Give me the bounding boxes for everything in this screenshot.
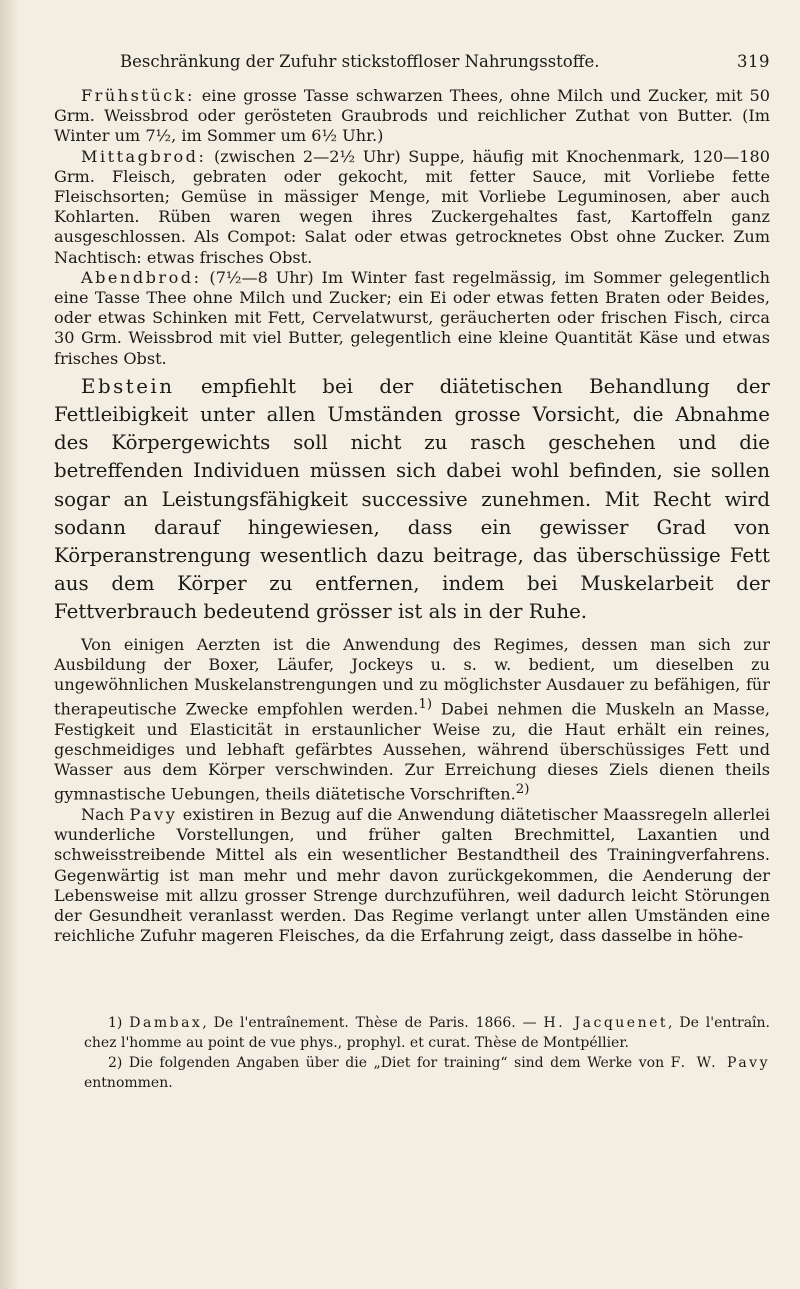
- ebstein-paragraph: [54, 373, 770, 627]
- page-binding-shadow: [0, 0, 20, 1289]
- footnote-1-author-2: H. Jacquenet: [543, 1015, 669, 1031]
- footnote-ref-1[interactable]: 1): [418, 697, 433, 713]
- footnote-2: [84, 1053, 770, 1093]
- breakfast-text: eine grosse Tasse schwarzen Thees, ohne Milch und Zucker, mit 50 Grm. Weissbrod oder gerösteten Graubrods und reichlicher Zuthat von Butter. (Im Winter um 7½, im Sommer um 6½ Uhr.): [54, 86, 770, 146]
- dinner-paragraph: [54, 268, 770, 369]
- dinner-text: (7½—8 Uhr) Im Winter fast regelmässig, im Sommer gelegentlich eine Tasse Thee ohne Milch und Zucker; ein Ei oder etwas fetten Braten oder Beides, oder etwas Schinken mit Fett, Cervelatwurst, geräucherten oder frischen Fisch, circa 30 Grm. Weissbrod mit viel Butter, gelegentlich eine kleine Quantität Käse und etwas frisches Obst.: [54, 267, 770, 368]
- dinner-label: Abendbrod:: [81, 267, 202, 287]
- footnote-1-text-2: , De l'entraîn. chez l'homme au point de vue phys., prophyl. et curat. Thèse de Montpéllier.: [84, 1015, 770, 1051]
- footnote-1-text: , De l'entraînement. Thèse de Paris. 1866. —: [202, 1015, 544, 1031]
- training-section: [54, 635, 770, 947]
- pavy-name: Pavy: [129, 805, 178, 825]
- lunch-paragraph: [54, 147, 770, 268]
- training-text-2-pre: Nach: [81, 805, 130, 825]
- page-header: [120, 52, 770, 82]
- footnote-1-number: 1): [108, 1015, 123, 1031]
- footnote-2-text: Die folgenden Angaben über die „Diet for training“ sind dem Werke von: [122, 1055, 671, 1071]
- footnote-1: [84, 1013, 770, 1053]
- ebstein-name: Ebstein: [81, 374, 175, 398]
- lunch-label: Mittagbrod:: [81, 146, 207, 166]
- training-text-2: existiren in Bezug auf die Anwendung diätetischer Maassregeln allerlei wunderliche Vorstellungen, und früher galten Brechmittel, Laxantien und schweisstreibende Mittel als ein wesentlicher Bestandtheil des Trainingverfahrens. Gegenwärtig ist man mehr und mehr davon zurückgekommen, die Aenderung der Lebensweise mit allzu grosser Strenge durchzuführen, weil dadurch leicht Störungen der Gesundheit veranlasst werden. Das Regime verlangt unter allen Umständen eine reichliche Zufuhr mageren Fleisches, da die Erfahrung zeigt, dass dasselbe in höhe-: [54, 805, 770, 946]
- training-text-1-cont: Dabei nehmen die Muskeln an Masse, Festigkeit und Elasticität in erstaunlicher Weise zu, die Haut erhält ein reines, geschmeidiges und lebhaft gefärbtes Aussehen, während überschüssiges Fett und Wasser aus dem Körper verschwinden. Zur Erreichung dieses Ziels dienen theils gymnastische Uebungen, theils diätetische Vorschriften.: [54, 699, 770, 804]
- lunch-text: (zwischen 2—2½ Uhr) Suppe, häufig mit Knochenmark, 120—180 Grm. Fleisch, gebraten oder gekocht, mit fetter Sauce, mit Vorliebe fette Fleischsorten; Gemüse in mässiger Menge, mit Vorliebe Leguminosen, aber auch Kohlarten. Rüben waren wegen ihres Zuckergehaltes fast, Kartoffeln ganz ausgeschlossen. Als Compot: Salat oder etwas getrocknetes Obst ohne Zucker. Zum Nachtisch: etwas frisches Obst.: [54, 146, 770, 267]
- running-title: Beschränkung der Zufuhr stickstoffloser Nahrungsstoffe.: [120, 52, 600, 71]
- footnotes: [84, 1013, 770, 1093]
- training-paragraph-1: [54, 635, 770, 805]
- footnote-ref-2[interactable]: 2): [515, 782, 530, 798]
- breakfast-paragraph: [54, 86, 770, 147]
- footnote-2-text-2: entnommen.: [84, 1075, 173, 1091]
- training-paragraph-2: [54, 805, 770, 946]
- footnote-2-author: F. W. Pavy: [670, 1055, 771, 1071]
- ebstein-text: empfiehlt bei der diätetischen Behandlung der Fettleibigkeit unter allen Umständen grosse Vorsicht, die Abnahme des Körpergewichts soll nicht zu rasch geschehen und die betreffenden Individuen müssen sich dabei wohl befinden, sie sollen sogar an Leistungsfähigkeit successive zunehmen. Mit Recht wird sodann darauf hingewiesen, dass ein gewisser Grad von Körperanstrengung wesentlich dazu beitrage, das überschüssige Fett aus dem Körper zu entfernen, indem bei Muskelarbeit der Fettverbrauch bedeutend grösser ist als in der Ruhe.: [54, 374, 770, 624]
- footnote-1-author: Dambax: [129, 1015, 203, 1031]
- page-body: [54, 86, 770, 946]
- footnote-2-number: 2): [108, 1055, 123, 1071]
- meal-plan: [54, 86, 770, 369]
- training-text-1: Von einigen Aerzten ist die Anwendung des Regimes, dessen man sich zur Ausbildung der Boxer, Läufer, Jockeys u. s. w. bedient, um dieselben zu ungewöhnlichen Muskelanstrengungen und zu möglichster Ausdauer zu befähigen, für therapeutische Zwecke empfohlen werden.: [54, 634, 770, 719]
- breakfast-label: Frühstück:: [81, 86, 195, 105]
- page-number: 319: [737, 52, 770, 71]
